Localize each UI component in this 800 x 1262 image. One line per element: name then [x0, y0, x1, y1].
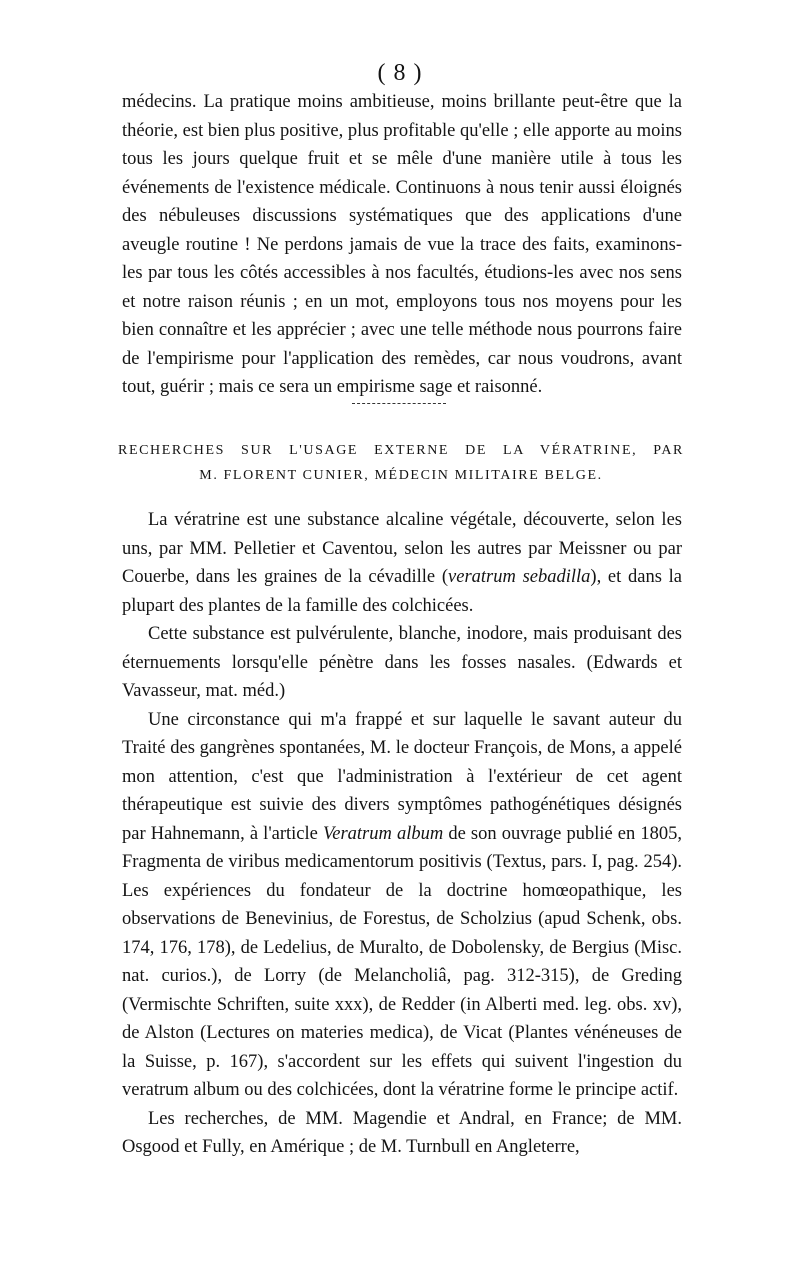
paragraph-1-italic: veratrum sebadilla — [448, 567, 591, 587]
intro-text: médecins. La pratique moins ambitieuse, moins brillante peut-être que la théorie, est bien plus positive, plus profitable qu'elle ; elle apporte au moins tous les jours quelque fruit et se mêle d'une manière utile à tous les événements de l'existence médicale. Continuons à nous tenir aussi éloignés des nébuleuses discussions systématiques que des applications d'une aveugle routine ! Ne perdons jamais de vue la trace des faits, examinons-les par tous les côtés accessibles à nos facultés, étudions-les avec nos sens et notre raison réunis ; en un mot, employons tous nos moyens pour les bien connaître et les apprécier ; avec une telle méthode nous pourrons faire de l'empirisme pour l'application des remèdes, car nous voudrons, avant tout, guérir ; mais ce sera un empirisme sage et raisonné. — [122, 92, 682, 397]
paragraph-2: Cette substance est pulvérulente, blanche, inodore, mais produisant des éternuements lorsqu'elle pénètre dans les fosses nasales. (Edwards et Vavasseur, mat. méd.) — [122, 624, 682, 701]
section-separator — [352, 403, 446, 404]
paragraph-1-text-b: ), et dans la plupart des plantes de la famille des colchicées. — [122, 567, 683, 616]
paragraph-3 — [122, 706, 682, 1105]
heading-line-1: RECHERCHES SUR L'USAGE EXTERNE DE LA VÉRATRINE, PAR — [118, 443, 684, 458]
paragraph-3-text-b: de son ouvrage publié en 1805, Fragmenta de viribus medicamentorum positivis (Textus, pars. I, pag. 254). Les expériences du fondateur de la doctrine homœopathique, les observations de Benevinius, de Forestus, de Scholzius (apud Schenk, obs. 174, 176, 178), de Ledelius, de Muralto, de Dobolensky, de Bergius (Misc. nat. curios.), de Lorry (de Melancholiâ, pag. 312-315), de Greding (Vermischte Schriften, suite xxx), de Redder (in Alberti med. leg. obs. xv), de Alston (Lectures on materies medica), de Vicat (Plantes vénéneuses de la Suisse, p. 167), s'accordent sur les effets qui suivent l'ingestion du veratrum album ou des colchicées, dont la vératrine forme le principe actif. — [122, 823, 682, 1100]
paragraph-3-text-a: Une circonstance qui m'a frappé et sur laquelle le savant auteur du Traité des gangrènes spontanées, M. le docteur François, de Mons, a appelé mon attention, c'est que l'administration à l'extérieur de cet agent thérapeutique est suivie des divers symptômes pathogénétiques désignés par Hahnemann, à l'article — [122, 709, 682, 844]
paragraph-3-italic: Veratrum album — [323, 823, 444, 844]
article-heading — [118, 438, 684, 488]
page-number: ( 8 ) — [377, 60, 423, 86]
paragraph-1-text-a: La vératrine est une substance alcaline végétale, découverte, selon les uns, par MM. Pelletier et Caventou, selon les autres par Meissner ou par Couerbe, dans les graines de la cévadille ( — [122, 510, 682, 587]
heading-line-2: M. FLORENT CUNIER, MÉDECIN MILITAIRE BELGE. — [199, 468, 603, 483]
paragraph-4: Les recherches, de MM. Magendie et Andral, en France; de MM. Osgood et Fully, en Amérique ; de M. Turnbull en Angleterre, — [122, 1108, 682, 1157]
article-body — [122, 506, 682, 1162]
intro-paragraph — [122, 88, 682, 402]
paragraph-1 — [122, 506, 682, 620]
